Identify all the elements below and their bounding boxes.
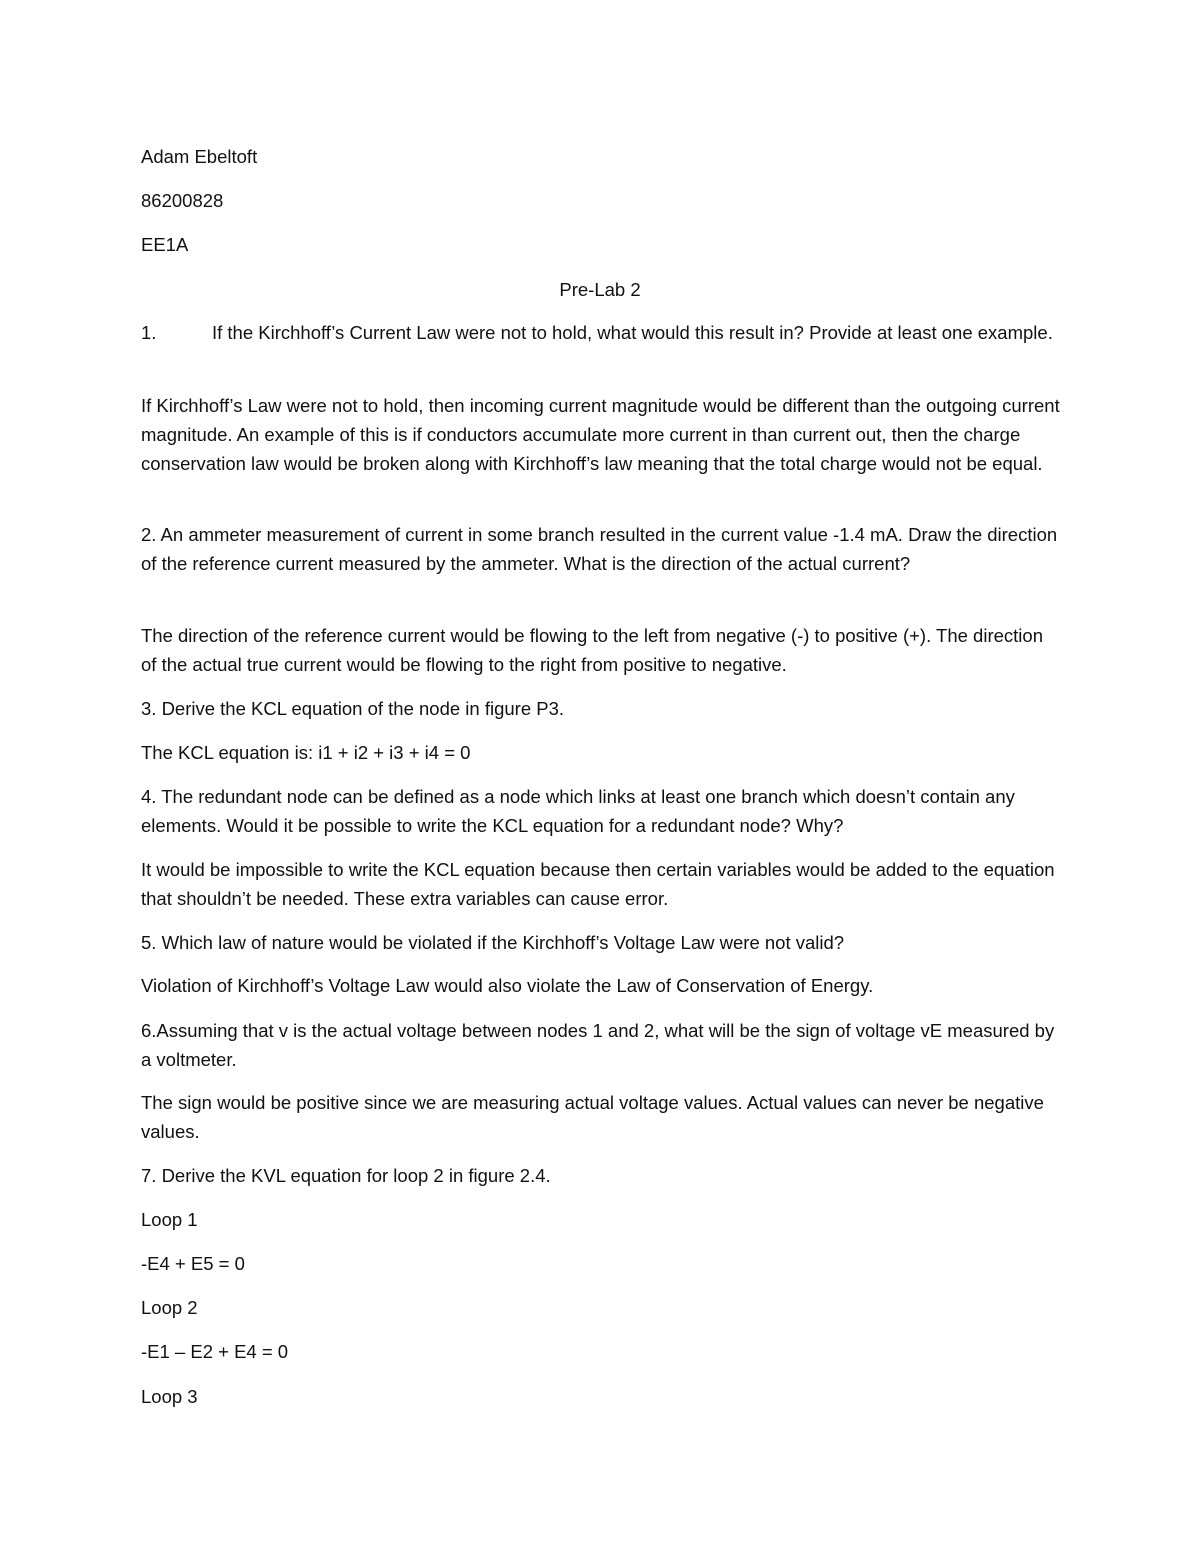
document-title: Pre-Lab 2 <box>559 279 641 300</box>
course-code: EE1A <box>141 234 189 255</box>
loop-2-label: Loop 2 <box>141 1297 198 1318</box>
loop-3-label: Loop 3 <box>141 1386 198 1407</box>
question-4: 4. The redundant node can be defined as a node which links at least one branch which doesn’t contain any elements. Would it be possible to write the KCL equation for a redundant node? Why? <box>141 786 1015 836</box>
answer-3: The KCL equation is: i1 + i2 + i3 + i4 = 0 <box>141 742 471 763</box>
answer-6: The sign would be positive since we are measuring actual voltage values. Actual values can never be negative values. <box>141 1092 1044 1142</box>
question-5: 5. Which law of nature would be violated if the Kirchhoff’s Voltage Law were not valid? <box>141 932 845 953</box>
answer-1: If Kirchhoff’s Law were not to hold, then incoming current magnitude would be different than the outgoing current magnitude. An example of this is if conductors accumulate more current in than current out, then the charge conservation law would be broken along with Kirchhoff’s law meaning that the total charge would not be equal. <box>141 395 1060 474</box>
answer-4: It would be impossible to write the KCL equation because then certain variables would be added to the equation that shouldn’t be needed. These extra variables can cause error. <box>141 859 1055 909</box>
question-2: 2. An ammeter measurement of current in some branch resulted in the current value -1.4 mA. Draw the direction of the reference current measured by the ammeter. What is the direction of the actual current? <box>141 524 1058 574</box>
author-name: Adam Ebeltoft <box>141 146 258 167</box>
question-1-number: 1. <box>141 322 157 343</box>
answer-2: The direction of the reference current would be flowing to the left from negative (-) to positive (+). The direction of the actual true current would be flowing to the right from positive to negative. <box>141 625 1043 675</box>
question-6: 6.Assuming that v is the actual voltage between nodes 1 and 2, what will be the sign of voltage vE measured by a voltmeter. <box>141 1020 1055 1070</box>
question-1 <box>141 318 1061 347</box>
question-7: 7. Derive the KVL equation for loop 2 in figure 2.4. <box>141 1165 551 1186</box>
question-1-text: If the Kirchhoff’s Current Law were not to hold, what would this result in? Provide at least one example. <box>212 322 1053 343</box>
loop-1-equation: -E4 + E5 = 0 <box>141 1253 245 1274</box>
answer-5: Violation of Kirchhoff’s Voltage Law would also violate the Law of Conservation of Energy. <box>141 975 874 996</box>
question-3: 3. Derive the KCL equation of the node in figure P3. <box>141 698 565 719</box>
loop-2-equation: -E1 – E2 + E4 = 0 <box>141 1341 289 1362</box>
student-id: 86200828 <box>141 190 224 211</box>
loop-1-label: Loop 1 <box>141 1209 198 1230</box>
